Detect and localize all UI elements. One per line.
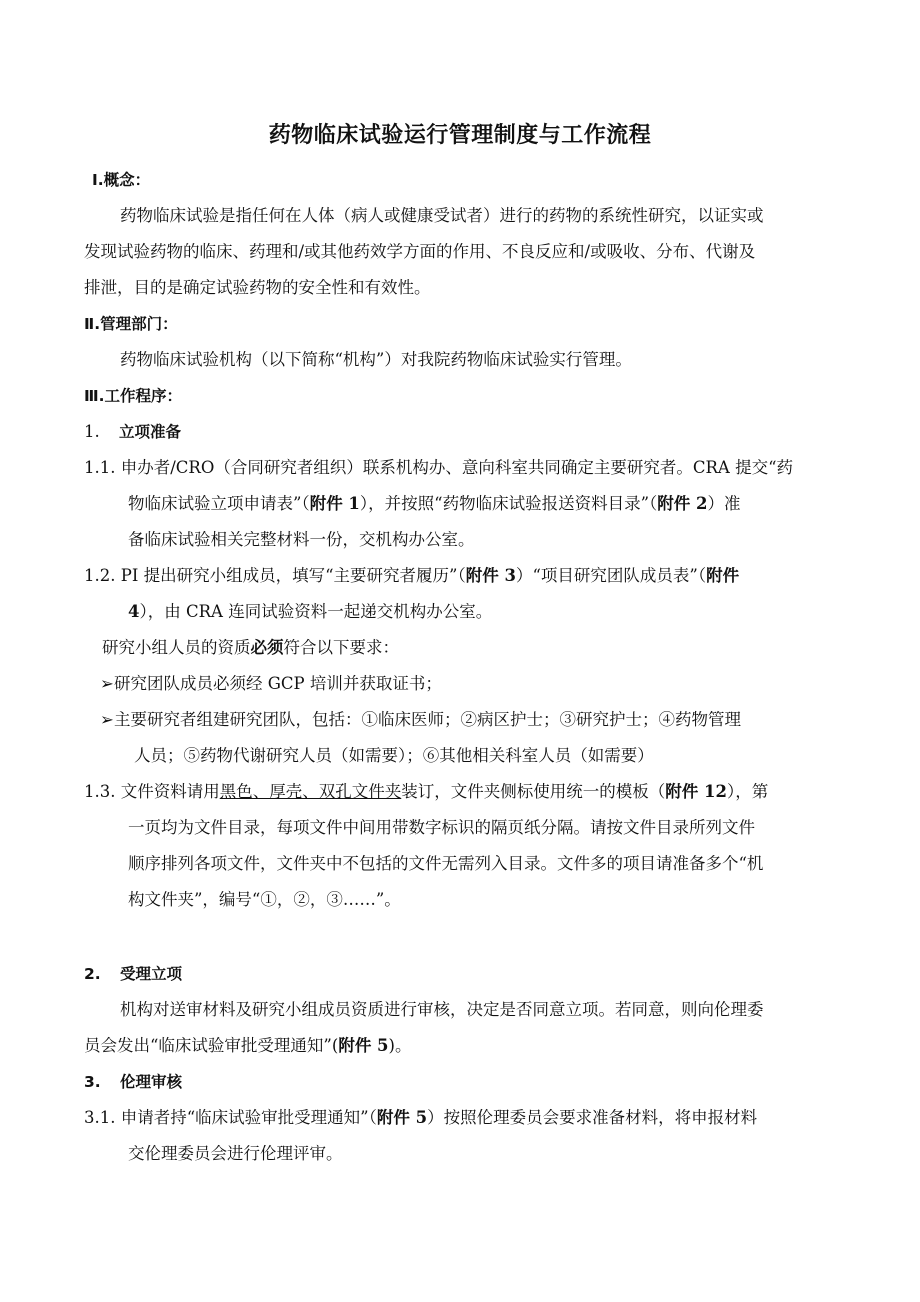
procedure-heading: Ⅲ.工作程序：: [84, 387, 183, 405]
bullet-text: 主要研究者组建研究团队，包括：①临床医师；②病区护士；③研究护士；④药物管理: [114, 710, 741, 729]
concept-line-2: 发现试验药物的临床、药理和/或其他药效学方面的作用、不良反应和/或吸收、分布、代谢及: [84, 242, 756, 261]
p3-1-line-1: [84, 1106, 757, 1130]
section-2-line-1: 机构对送审材料及研究小组成员资质进行审核，决定是否同意立项。若同意，则向伦理委: [120, 1000, 764, 1019]
attachment-ref: 附件: [706, 566, 740, 585]
text-span: 1.3. 文件资料请用: [84, 782, 220, 801]
text-span: 研究小组人员的资质: [102, 638, 251, 657]
arrow-bullet-icon: ➢: [100, 710, 114, 729]
text-span: 员会发出“临床试验审批受理通知”(: [84, 1036, 339, 1055]
emphasis: 必须: [250, 638, 284, 657]
arrow-bullet-icon: ➢: [100, 674, 114, 693]
section-3-heading: [84, 1070, 182, 1094]
attachment-ref: 附件 2: [657, 494, 708, 513]
text-span: 物临床试验立项申请表”（: [128, 494, 310, 513]
text-span: ）准: [707, 494, 741, 513]
attachment-ref: 附件 5: [338, 1036, 389, 1055]
dept-line: 药物临床试验机构（以下简称“机构”）对我院药物临床试验实行管理。: [120, 350, 632, 369]
p1-1-line-2: [128, 492, 741, 516]
text-span: ），并按照“药物临床试验报送资料目录”（: [359, 494, 658, 513]
concept-heading: Ⅰ.概念：: [92, 171, 151, 189]
p1-3-line-1: [84, 780, 768, 804]
text-span: 装订，文件夹侧标使用统一的模板（: [401, 782, 666, 801]
attachment-ref: 附件 12: [665, 782, 727, 801]
section-2-line-2: [84, 1034, 411, 1058]
p1-1-line-3: 备临床试验相关完整材料一份，交机构办公室。: [128, 530, 475, 549]
p1-2-line-1: [84, 564, 739, 588]
bullet-2-line-1: [100, 708, 741, 732]
underlined-text: 黑色、厚壳、双孔文件夹: [219, 782, 402, 801]
p1-3-line-3: 顺序排列各项文件，文件夹中不包括的文件无需列入目录。文件多的项目请准备多个“机: [128, 854, 764, 873]
concept-line-1: 药物临床试验是指任何在人体（病人或健康受试者）进行的药物的系统性研究，以证实或: [120, 206, 764, 225]
section-2-heading: [84, 962, 182, 986]
attachment-ref: 附件 1: [309, 494, 360, 513]
section-2-title: 受理立项: [119, 965, 182, 983]
text-span: 1.2. PI 提出研究小组成员，填写“主要研究者履历”（: [84, 566, 466, 585]
bullet-text: 研究团队成员必须经 GCP 培训并获取证书；: [114, 674, 442, 693]
text-span: 符合以下要求：: [283, 638, 399, 657]
text-span: ），由 CRA 连同试验资料一起递交机构办公室。: [139, 602, 493, 621]
text-span: 3.1. 申请者持“临床试验审批受理通知”（: [84, 1108, 377, 1127]
p3-1-line-2: 交伦理委员会进行伦理评审。: [128, 1144, 343, 1163]
section-1-heading: [84, 420, 181, 444]
requirements-intro: [102, 636, 399, 660]
bullet-1: [100, 672, 442, 696]
p1-3-line-2: 一页均为文件目录，每项文件中间用带数字标识的隔页纸分隔。请按文件目录所列文件: [128, 818, 755, 837]
section-3-number: 3.: [84, 1073, 101, 1091]
section-3-title: 伦理审核: [119, 1073, 182, 1091]
attachment-ref: 附件 3: [465, 566, 516, 585]
text-span: ）“项目研究团队成员表”（: [515, 566, 707, 585]
section-1-number: 1.: [84, 422, 100, 441]
text-span: )。: [388, 1036, 412, 1055]
section-2-number: 2.: [84, 965, 101, 983]
bullet-2-line-2: 人员；⑤药物代谢研究人员（如需要）；⑥其他相关科室人员（如需要）: [134, 746, 654, 765]
p1-2-line-2: [128, 600, 492, 624]
section-1-title: 立项准备: [119, 423, 182, 441]
attachment-ref: 4: [128, 602, 140, 621]
document-title: 药物临床试验运行管理制度与工作流程: [268, 123, 652, 148]
p1-1-line-1: 1.1. 申办者/CRO（合同研究者组织）联系机构办、意向科室共同确定主要研究者。CRA 提交“药: [84, 458, 794, 477]
p1-3-line-4: 构文件夹”，编号“①，②，③……”。: [128, 890, 401, 909]
dept-heading: Ⅱ.管理部门：: [84, 315, 178, 333]
text-span: ），第: [726, 782, 769, 801]
text-span: ）按照伦理委员会要求准备材料，将申报材料: [427, 1108, 758, 1127]
concept-line-3: 排泄，目的是确定试验药物的安全性和有效性。: [84, 278, 431, 297]
attachment-ref: 附件 5: [376, 1108, 428, 1127]
